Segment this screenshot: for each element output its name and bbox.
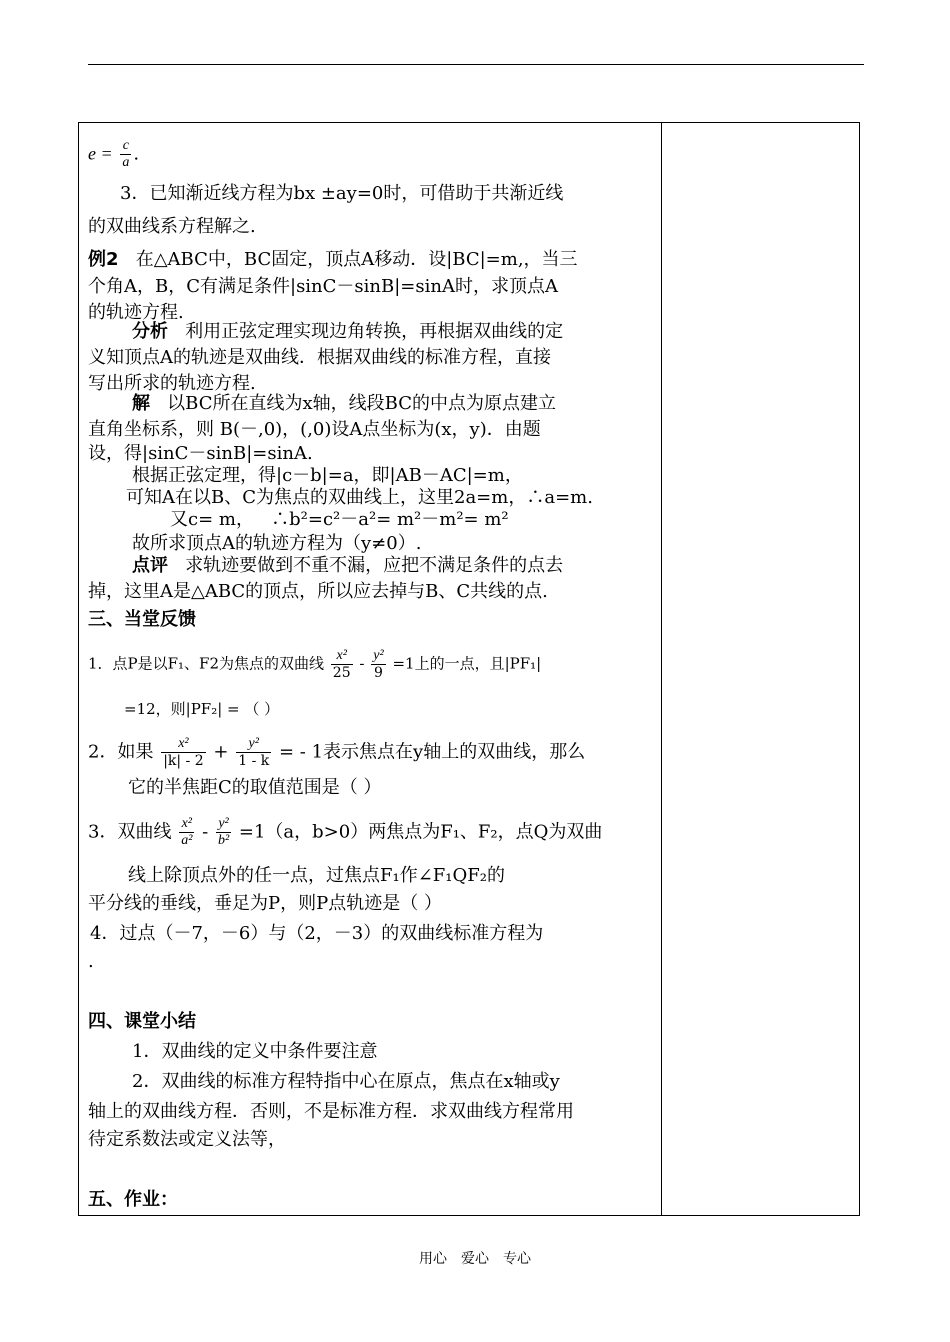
section-heading: 四、课堂小结: [88, 1011, 196, 1032]
comment-label: 点评: [132, 555, 168, 576]
text-line: 直角坐标系，则 B(－,0)，(,0)设A点坐标为(x，y)．由题: [88, 419, 541, 440]
text-line: 待定系数法或定义法等，: [88, 1129, 286, 1150]
text-line: .: [88, 951, 94, 972]
analysis-label: 分析: [132, 321, 168, 342]
text-line: 根据正弦定理，得|c－b|=a，即|AB－AC|=m，: [132, 465, 523, 486]
text-line: 它的半焦距C的取值范围是（ ）: [128, 777, 382, 798]
text-line: 可知A在以B、C为焦点的双曲线上，这里2a=m，∴a=m.: [126, 487, 593, 508]
text-line: 故所求顶点A的轨迹方程为（y≠0）.: [132, 533, 422, 554]
solution-label: 解: [132, 393, 150, 414]
section-heading: 三、当堂反馈: [88, 609, 196, 630]
text-line: 掉，这里A是△ABC的顶点，所以应去掉与B、C共线的点.: [88, 581, 548, 602]
eccentricity-line: e = $\frac{c}{a}$ .: [88, 138, 140, 170]
text-line: 轴上的双曲线方程．否则，不是标准方程．求双曲线方程常用: [88, 1101, 574, 1122]
section-heading: 五、作业：: [88, 1189, 178, 1210]
text-line: 3．已知渐近线方程为bx ±ay=0时，可借助于共渐近线: [120, 183, 564, 204]
column-divider: [661, 123, 662, 1215]
solution-line: 解 以BC所在直线为x轴，线段BC的中点为原点建立: [132, 393, 556, 414]
text-line: 2．双曲线的标准方程特指中心在原点，焦点在x轴或y: [132, 1071, 560, 1092]
fraction-y2-k: $\frac{\text{y²}}{1 - k}$: [238, 736, 270, 769]
fraction-y2-9: $\frac{\text{y²}}{9}$: [373, 648, 384, 681]
text-line: 平分线的垂线，垂足为P，则P点轨迹是（ ）: [88, 893, 442, 914]
question-3: 3．双曲线 $\frac{\text{x²}}{\text{a²}}$ - $\frac{\text{y²}}{\text{b²}}$ =1（a，b>0）两焦点为F₁、F₂，点Q为双曲: [88, 816, 603, 848]
text-line: 线上除顶点外的任一点，过焦点F₁作∠F₁QF₂的: [128, 865, 505, 886]
fraction-c-over-a: $\frac{c}{a}$: [122, 138, 130, 170]
text-line: =12，则|PF₂| = （ ）: [124, 700, 280, 718]
page-footer: 用心 爱心 专心: [419, 1251, 531, 1267]
fraction-y2-b2: $\frac{\text{y²}}{\text{b²}}$: [217, 816, 230, 848]
text-line: 写出所求的轨迹方程.: [88, 373, 256, 394]
text-line: 又c= m， ∴b²=c²－a²= m²－m²= m²: [170, 509, 509, 530]
text-line: 的双曲线系方程解之.: [88, 216, 256, 237]
fraction-x2-k: $\frac{\text{x²}}{|k| - 2}$: [163, 736, 204, 769]
fraction-x2-a2: $\frac{\text{x²}}{\text{a²}}$: [181, 816, 193, 848]
text-line: 的轨迹方程.: [88, 302, 184, 323]
example-label: 例2: [88, 249, 119, 270]
text-line: 义知顶点A的轨迹是双曲线．根据双曲线的标准方程，直接: [88, 347, 551, 368]
text-line: 1．双曲线的定义中条件要注意: [132, 1041, 378, 1062]
question-2: 2．如果 $\frac{\text{x²}}{|k| - 2}$ + $\frac{\text{y²}}{1 - k}$ = - 1表示焦点在y轴上的双曲线，那么: [88, 736, 586, 769]
fraction-x2-25: $\frac{\text{x²}}{25}$: [332, 648, 351, 681]
text-line: 个角A，B，C有满足条件|sinC－sinB|=sinA时，求顶点A: [88, 276, 558, 297]
comment-line: 点评 求轨迹要做到不重不漏，应把不满足条件的点去: [132, 555, 564, 576]
question-1: 1．点P是以F₁、F2为焦点的双曲线 $\frac{\text{x²}}{25}$ - $\frac{\text{y²}}{9}$ =1上的一点，且|PF₁|: [88, 648, 542, 681]
text-line: 设，得|sinC－sinB|=sinA.: [88, 443, 313, 464]
header-rule: [88, 64, 864, 65]
question-4: 4．过点（－7，－6）与（2，－3）的双曲线标准方程为: [90, 923, 544, 944]
example2-line: 例2 在△ABC中，BC固定，顶点A移动．设|BC|=m,，当三: [88, 249, 578, 270]
analysis-line: 分析 利用正弦定理实现边角转换，再根据双曲线的定: [132, 321, 564, 342]
